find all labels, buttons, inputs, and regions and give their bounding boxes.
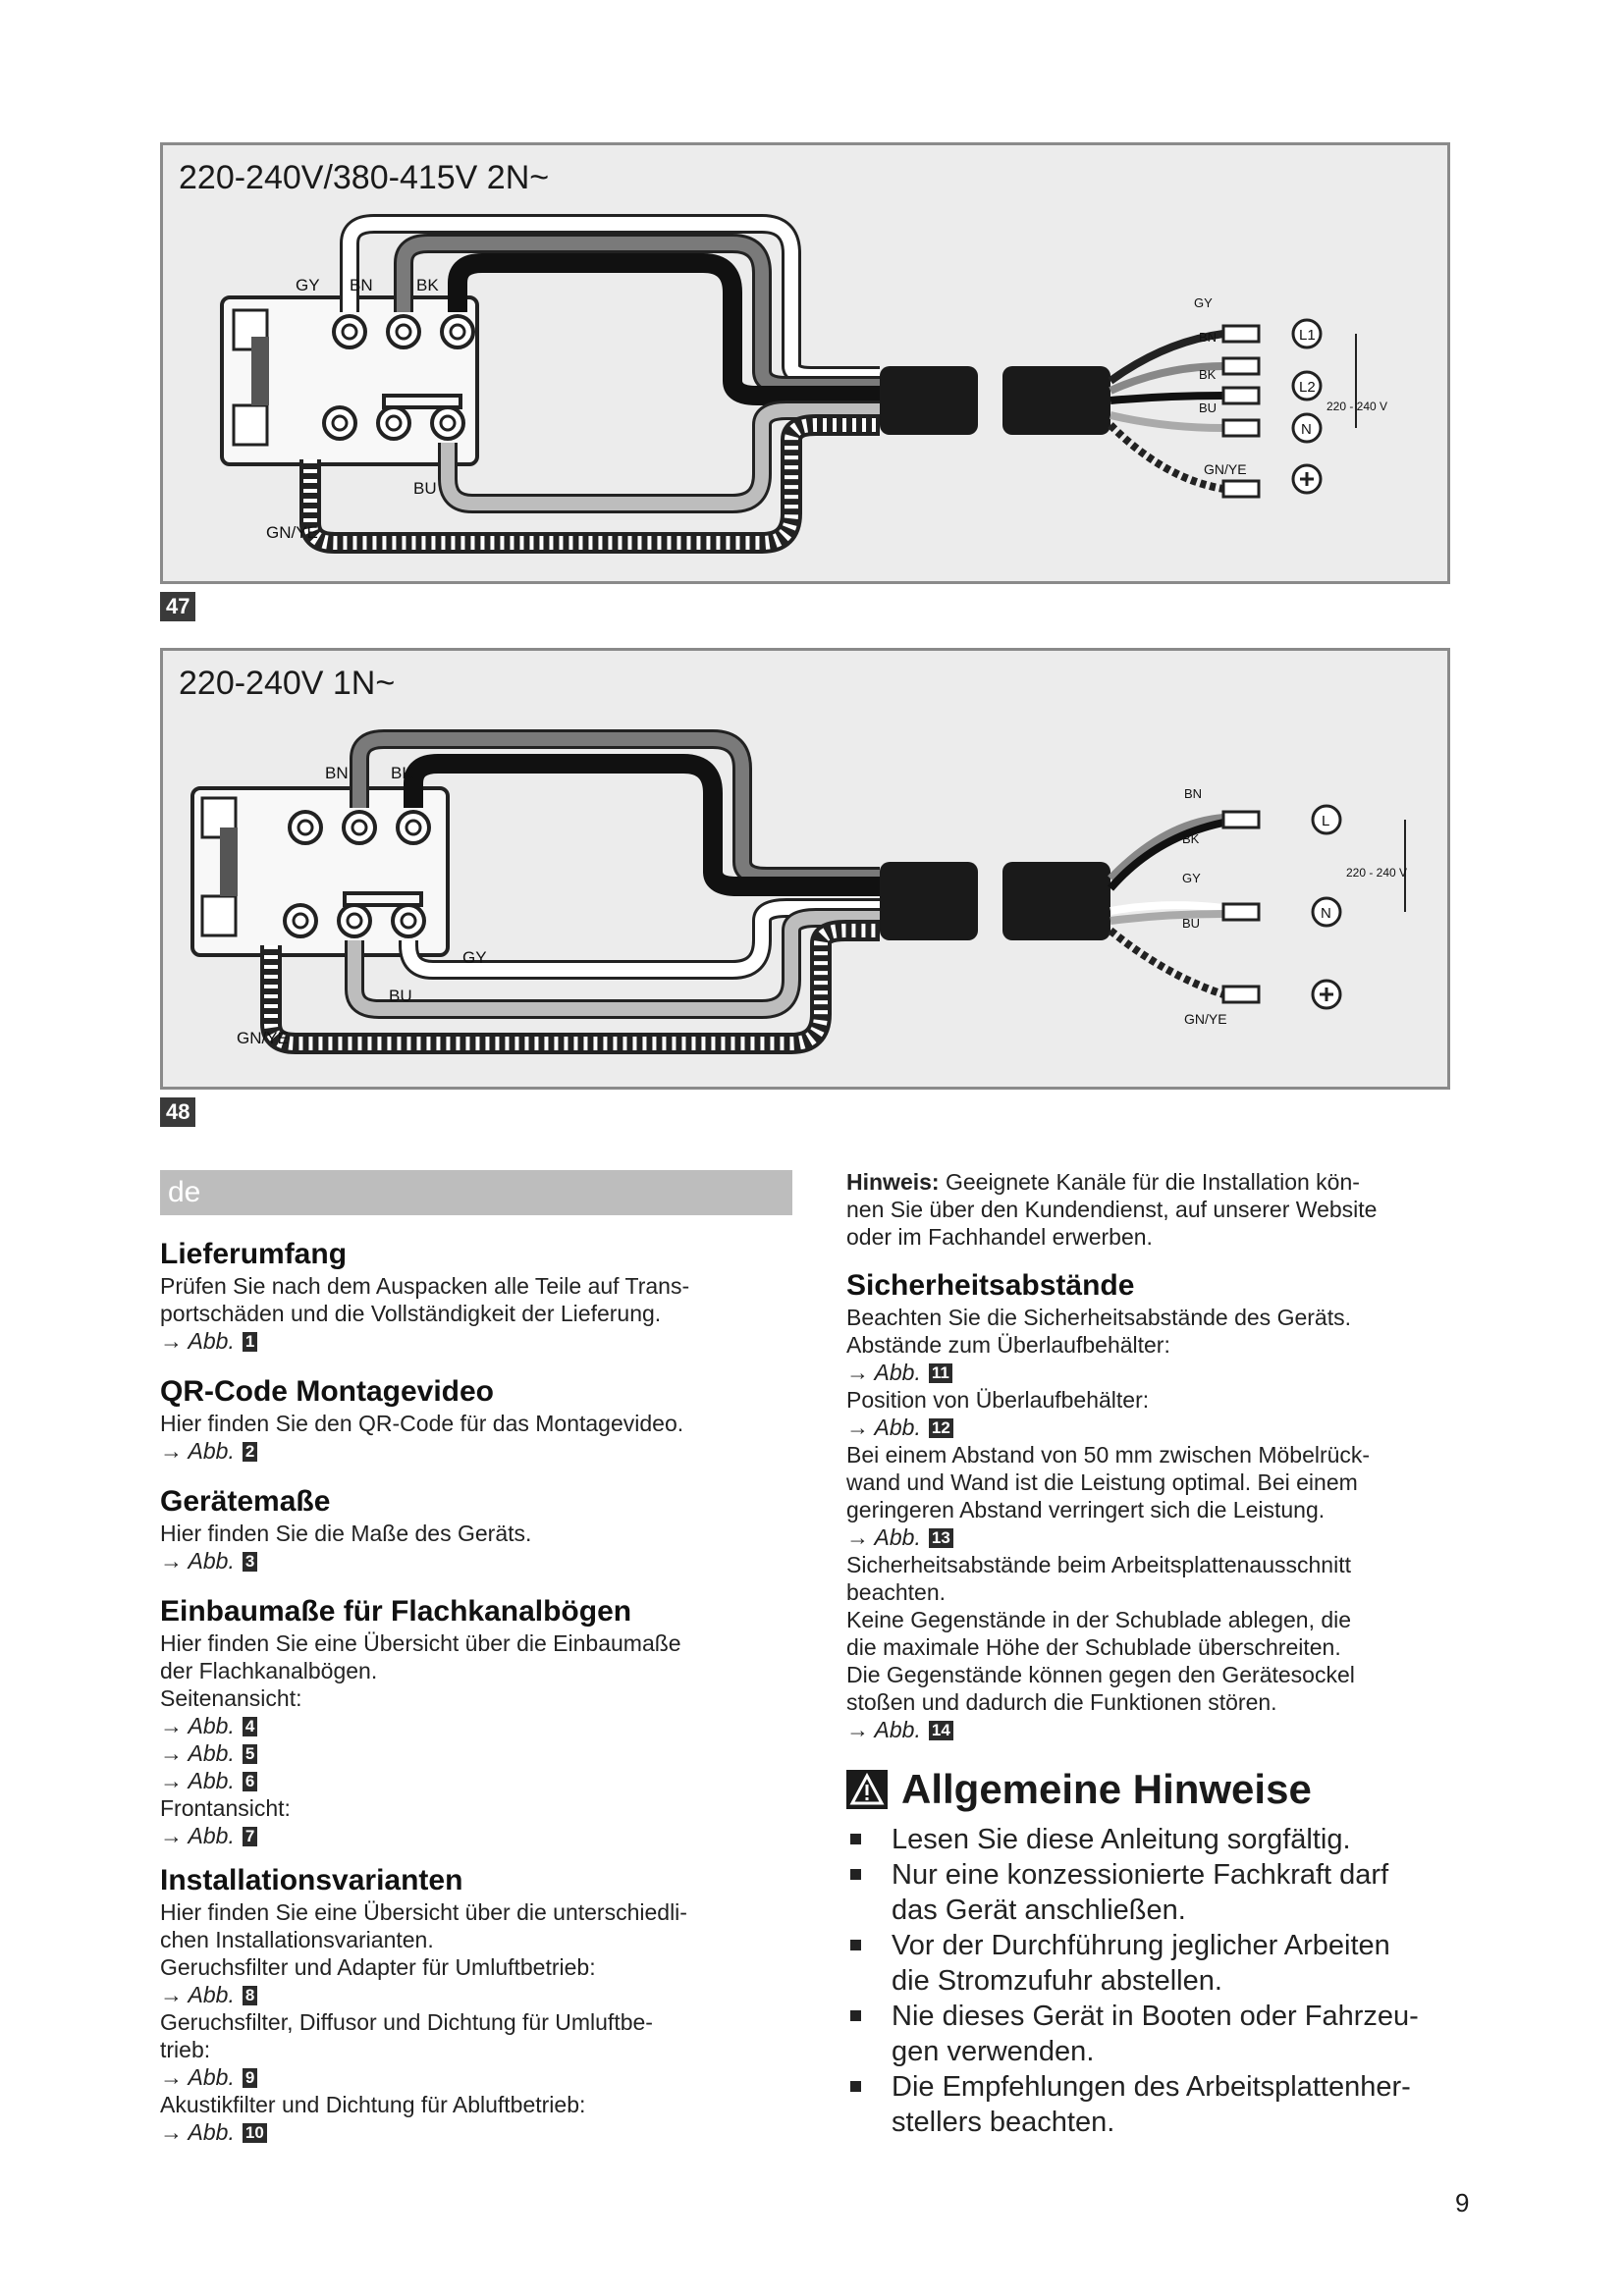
text: Sicherheitsabstände beim Arbeitsplattenausschnitt [846, 1552, 1351, 1577]
section-allgemein [846, 1765, 1494, 2140]
figure-48-badge: 48 [160, 1097, 195, 1127]
ref-text: → Abb. [160, 1328, 235, 1354]
figure-ref [160, 1437, 792, 1465]
text: chen Installationsvarianten. [160, 1927, 434, 1952]
label-bn-end: BN [1199, 330, 1218, 345]
figure-ref [160, 1712, 792, 1739]
text: Geeignete Kanäle für die Installation kön- [939, 1169, 1360, 1195]
ref-number: 2 [243, 1442, 257, 1462]
heading-sicherheit: Sicherheitsabstände [846, 1269, 1135, 1302]
list-item [846, 1822, 1494, 1857]
text: stoßen und dadurch die Funktionen stören. [846, 1689, 1277, 1715]
heading-allgemein [846, 1765, 1494, 1814]
heading-masse: Gerätemaße [160, 1485, 331, 1518]
text: Hier finden Sie die Maße des Geräts. [160, 1521, 532, 1546]
figure-ref [160, 2063, 792, 2091]
text: Hier finden Sie den QR-Code für das Montagevideo. [160, 1411, 684, 1436]
label-gy-end: GY [1194, 295, 1213, 310]
text: portschäden und die Vollständigkeit der Lieferung. [160, 1301, 662, 1326]
text: Vor der Durchführung jeglicher Arbeiten [892, 1930, 1390, 1961]
section-install [160, 1863, 792, 2146]
label-gnye-end: GN/YE [1184, 1011, 1227, 1027]
text: Geruchsfilter und Adapter für Umluftbetrieb: [160, 1954, 596, 1980]
list-item [846, 2069, 1494, 2140]
label-gy: GY [296, 276, 320, 294]
text: wand und Wand ist die Leistung optimal. Bei einem [846, 1469, 1358, 1495]
ref-text: → Abb. [846, 1415, 921, 1440]
label-gnye: GN/YE [237, 1029, 289, 1047]
label-n: N [1321, 905, 1331, 922]
ref-number: 9 [243, 2068, 257, 2088]
label-gy-end: GY [1182, 871, 1201, 885]
list-item [846, 1999, 1494, 2069]
wiring-figure-47 [160, 142, 1450, 584]
ref-text: → Abb. [160, 1982, 235, 2007]
label-bk-end: BK [1182, 831, 1200, 846]
ref-number: 10 [243, 2123, 267, 2143]
label-bn: BN [325, 764, 349, 782]
ref-number: 11 [929, 1363, 952, 1383]
ref-number: 14 [929, 1721, 953, 1740]
text: das Gerät anschließen. [892, 1895, 1186, 1926]
text: Beachten Sie die Sicherheitsabstände des Geräts. [846, 1305, 1351, 1330]
hinweise-list [846, 1822, 1494, 2140]
label-bk: BK [416, 276, 439, 294]
text: trieb: [160, 2037, 211, 2062]
section-einbau [160, 1594, 792, 1849]
heading-install: Installationsvarianten [160, 1864, 463, 1896]
text: der Flachkanalbögen. [160, 1658, 378, 1683]
ref-text: → Abb. [846, 1360, 921, 1385]
ref-number: 13 [929, 1528, 953, 1548]
label-gy: GY [462, 948, 487, 967]
wiring-diagram-47 [163, 145, 1447, 581]
figure-ref [160, 1547, 792, 1575]
text: Position von Überlaufbehälter: [846, 1387, 1150, 1413]
ref-text: → Abb. [846, 1524, 921, 1550]
section-lieferumfang [160, 1237, 792, 1355]
text: Geruchsfilter, Diffusor und Dichtung für Umluftbe- [160, 2009, 653, 2035]
label-voltage: 220 - 240 V [1326, 400, 1388, 413]
ref-text: → Abb. [160, 1438, 235, 1464]
ref-text: → Abb. [160, 1740, 235, 1766]
ref-number: 3 [243, 1552, 257, 1572]
hinweis-label: Hinweis: [846, 1169, 940, 1195]
list-item [846, 1928, 1494, 1999]
text: die maximale Höhe der Schublade überschreiten. [846, 1634, 1341, 1660]
section-hinweis [846, 1168, 1494, 1251]
section-qr [160, 1374, 792, 1465]
figure-ref [160, 1822, 792, 1849]
label-bk-end: BK [1199, 367, 1217, 382]
figure-ref [160, 2118, 792, 2146]
label-l1: L1 [1299, 327, 1316, 344]
ref-text: → Abb. [160, 1713, 235, 1738]
ref-text: → Abb. [160, 1823, 235, 1848]
wiring-figure-48 [160, 648, 1450, 1090]
label-bu: BU [413, 479, 437, 498]
heading-text: Allgemeine Hinweise [901, 1766, 1312, 1812]
label-n: N [1301, 421, 1312, 438]
figure-ref [846, 1716, 1494, 1743]
figure-47-badge: 47 [160, 592, 195, 621]
label-bn-end: BN [1184, 786, 1203, 801]
label-bn: BN [350, 276, 373, 294]
ref-number: 7 [243, 1827, 257, 1846]
text: Seitenansicht: [160, 1685, 302, 1711]
figure-48-title: 220-240V 1N~ [179, 665, 396, 702]
figure-ref [160, 1327, 792, 1355]
text: Abstände zum Überlaufbehälter: [846, 1332, 1170, 1358]
text: gen verwenden. [892, 2036, 1095, 2067]
text: Prüfen Sie nach dem Auspacken alle Teile auf Trans- [160, 1273, 690, 1299]
label-bu: BU [389, 987, 412, 1005]
text: Nie dieses Gerät in Booten oder Fahrzeu- [892, 2001, 1419, 2032]
figure-ref [160, 1981, 792, 2008]
list-item [846, 1857, 1494, 1928]
heading-qr: QR-Code Montagevideo [160, 1375, 495, 1408]
label-gnye-end: GN/YE [1204, 461, 1247, 477]
heading-einbau: Einbaumaße für Flachkanalbögen [160, 1595, 632, 1628]
text: Die Empfehlungen des Arbeitsplattenher- [892, 2071, 1411, 2103]
ref-text: → Abb. [160, 2064, 235, 2090]
wiring-diagram-48 [163, 651, 1447, 1087]
figure-ref [160, 1739, 792, 1767]
text: Hier finden Sie eine Übersicht über die Einbaumaße [160, 1630, 681, 1656]
figure-ref [846, 1414, 1494, 1441]
language-bar: de [160, 1170, 792, 1215]
text: Lesen Sie diese Anleitung sorgfältig. [892, 1824, 1351, 1855]
ref-text: → Abb. [160, 1548, 235, 1574]
ref-number: 5 [243, 1744, 257, 1764]
text: oder im Fachhandel erwerben. [846, 1224, 1153, 1250]
ref-text: → Abb. [160, 1768, 235, 1793]
label-l2: L2 [1299, 379, 1316, 396]
ref-number: 1 [243, 1332, 257, 1352]
figure-ref [846, 1523, 1494, 1551]
text: Frontansicht: [160, 1795, 291, 1821]
text: Akustikfilter und Dichtung für Abluftbetrieb: [160, 2092, 586, 2117]
text: nen Sie über den Kundendienst, auf unserer Website [846, 1197, 1378, 1222]
ref-number: 12 [929, 1418, 953, 1438]
text: die Stromzufuhr abstellen. [892, 1965, 1222, 1997]
ref-text: → Abb. [846, 1717, 921, 1742]
figure-ref [846, 1359, 1494, 1386]
section-masse [160, 1484, 792, 1575]
heading-lieferumfang: Lieferumfang [160, 1238, 348, 1270]
section-sicherheit [846, 1268, 1494, 1743]
hinweis-line [846, 1168, 1494, 1196]
label-l: L [1322, 813, 1330, 829]
label-bu-end: BU [1199, 400, 1218, 415]
warning-icon [846, 1770, 888, 1809]
figure-ref [160, 1767, 792, 1794]
label-bk: BK [391, 764, 413, 782]
text: Nur eine konzessionierte Fachkraft darf [892, 1859, 1389, 1891]
figure-47-title: 220-240V/380-415V 2N~ [179, 159, 550, 196]
text: Bei einem Abstand von 50 mm zwischen Möbelrück- [846, 1442, 1371, 1468]
ref-number: 4 [243, 1717, 257, 1736]
label-bu-end: BU [1182, 916, 1201, 931]
text: Hier finden Sie eine Übersicht über die unterschiedli- [160, 1899, 687, 1925]
text: Die Gegenstände können gegen den Gerätesockel [846, 1662, 1355, 1687]
text: beachten. [846, 1579, 947, 1605]
label-gnye: GN/YE [266, 523, 318, 542]
text: geringeren Abstand verringert sich die Leistung. [846, 1497, 1326, 1522]
text: stellers beachten. [892, 2107, 1115, 2138]
page-number: 9 [1455, 2188, 1470, 2217]
ref-text: → Abb. [160, 2119, 235, 2145]
label-voltage: 220 - 240 V [1346, 866, 1408, 880]
ref-number: 8 [243, 1986, 257, 2005]
text: Keine Gegenstände in der Schublade ablegen, die [846, 1607, 1352, 1632]
ref-number: 6 [243, 1772, 257, 1791]
